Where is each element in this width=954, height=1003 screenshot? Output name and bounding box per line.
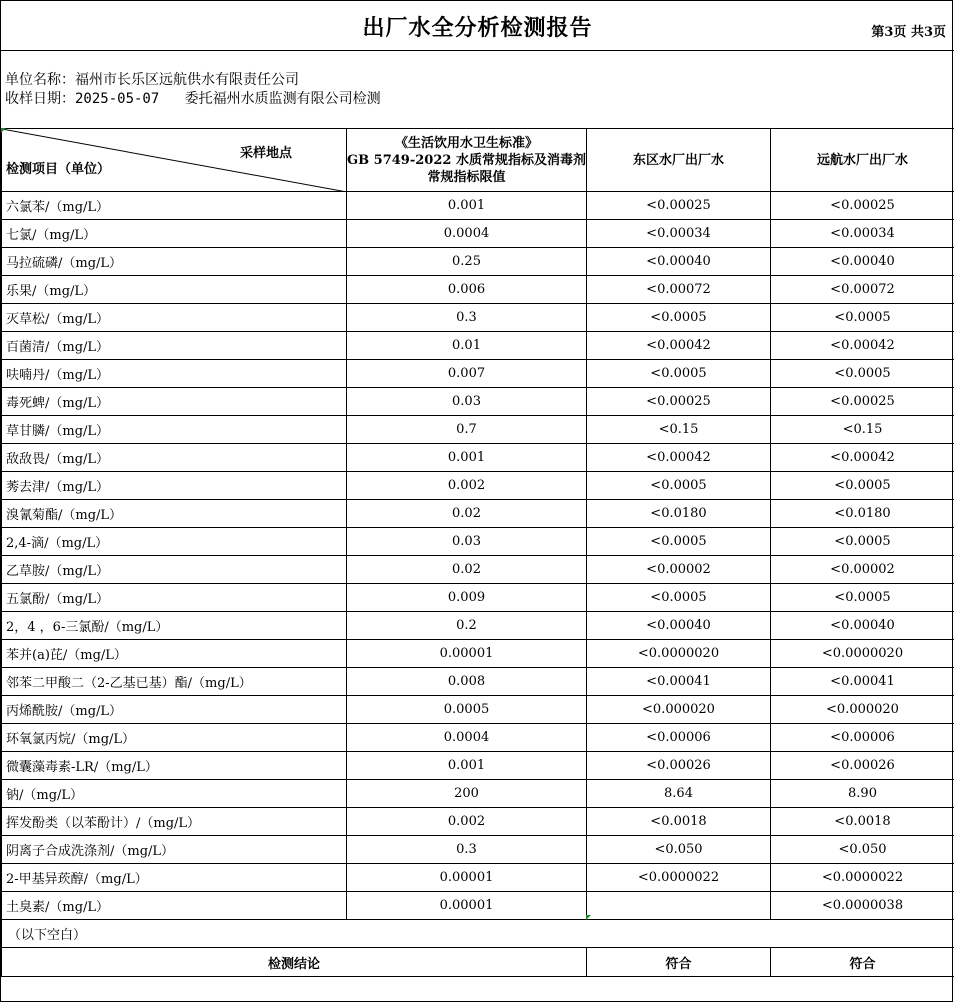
test-item-name: 乙草胺/（mg/L） <box>2 556 347 584</box>
standard-limit-value: 0.002 <box>347 472 587 500</box>
conclusion-row <box>2 948 954 977</box>
standard-code: GB 5749-2022 水质常规指标及消毒剂 <box>347 152 586 168</box>
yuanhang-plant-value: <0.00042 <box>771 332 954 360</box>
yuanhang-plant-conclusion: 符合 <box>771 948 954 977</box>
east-plant-value: <0.0005 <box>587 304 771 332</box>
east-plant-value: <0.00025 <box>587 192 771 220</box>
test-item-name: 七氯/（mg/L） <box>2 220 347 248</box>
table-row <box>2 556 954 584</box>
table-row <box>2 640 954 668</box>
test-item-label: 检测项目（单位） <box>6 162 111 177</box>
east-plant-value: <0.00042 <box>587 332 771 360</box>
standard-limit-value: 0.00001 <box>347 864 587 892</box>
standard-limit-value: 0.7 <box>347 416 587 444</box>
east-plant-value: <0.00040 <box>587 612 771 640</box>
test-item-name: 2，4 ，6-三氯酚/（mg/L） <box>2 612 347 640</box>
standard-limit-value: 0.008 <box>347 668 587 696</box>
yuanhang-plant-value: <0.0000020 <box>771 640 954 668</box>
yuanhang-plant-value: <0.000020 <box>771 696 954 724</box>
diagonal-header-cell <box>2 129 347 192</box>
standard-limit-value: 0.2 <box>347 612 587 640</box>
east-plant-value: <0.0000020 <box>587 640 771 668</box>
test-item-name: 溴氰菊酯/（mg/L） <box>2 500 347 528</box>
yuanhang-plant-value: <0.00040 <box>771 612 954 640</box>
test-item-name: 毒死蜱/（mg/L） <box>2 388 347 416</box>
table-row <box>2 472 954 500</box>
table-row <box>2 724 954 752</box>
table-row <box>2 892 954 920</box>
report-title: 出厂水全分析检测报告 <box>362 15 593 41</box>
yuanhang-plant-value: <0.0005 <box>771 584 954 612</box>
standard-limit-value: 200 <box>347 780 587 808</box>
standard-limit-header <box>347 129 587 192</box>
east-plant-value: <0.000020 <box>587 696 771 724</box>
yuanhang-plant-value: <0.00025 <box>771 388 954 416</box>
conclusion-label: 检测结论 <box>2 948 587 977</box>
test-item-name: 2-甲基异莰醇/（mg/L） <box>2 864 347 892</box>
standard-limit-value: 0.001 <box>347 752 587 780</box>
table-row <box>2 332 954 360</box>
report-info <box>5 71 381 109</box>
test-item-name: 阴离子合成洗涤剂/（mg/L） <box>2 836 347 864</box>
standard-limit-value: 0.009 <box>347 584 587 612</box>
standard-limit-value: 0.03 <box>347 528 587 556</box>
standard-limit-value: 0.0004 <box>347 724 587 752</box>
test-item-name: 草甘膦/（mg/L） <box>2 416 347 444</box>
test-item-name: 土臭素/（mg/L） <box>2 892 347 920</box>
yuanhang-plant-value: <0.00040 <box>771 248 954 276</box>
east-plant-value: <0.00026 <box>587 752 771 780</box>
blank-note: （以下空白） <box>2 920 954 948</box>
table-row <box>2 864 954 892</box>
table-row <box>2 528 954 556</box>
standard-limit-value: 0.00001 <box>347 640 587 668</box>
standard-limit-value: 0.02 <box>347 556 587 584</box>
test-item-name: 百菌清/（mg/L） <box>2 332 347 360</box>
yuanhang-plant-value: <0.0005 <box>771 472 954 500</box>
east-plant-value: <0.0000022 <box>587 864 771 892</box>
yuanhang-plant-value: <0.0180 <box>771 500 954 528</box>
yuanhang-plant-value: <0.0018 <box>771 808 954 836</box>
yuanhang-plant-value: <0.00034 <box>771 220 954 248</box>
standard-limit-value: 0.0005 <box>347 696 587 724</box>
test-item-name: 马拉硫磷/（mg/L） <box>2 248 347 276</box>
test-item-name: 乐果/（mg/L） <box>2 276 347 304</box>
east-plant-value: <0.0005 <box>587 528 771 556</box>
table-row <box>2 360 954 388</box>
east-plant-value: 8.64 <box>587 780 771 808</box>
blank-note-row <box>2 920 954 948</box>
standard-limit-value: 0.3 <box>347 304 587 332</box>
test-item-name: 莠去津/（mg/L） <box>2 472 347 500</box>
table-row <box>2 192 954 220</box>
standard-limit-label: 常规指标限值 <box>427 169 506 185</box>
east-plant-value: <0.00034 <box>587 220 771 248</box>
results-table <box>1 128 954 977</box>
yuanhang-plant-header: 远航水厂出厂水 <box>771 129 954 192</box>
east-plant-header: 东区水厂出厂水 <box>587 129 771 192</box>
test-item-name: 苯并(a)芘/（mg/L） <box>2 640 347 668</box>
test-item-name: 环氧氯丙烷/（mg/L） <box>2 724 347 752</box>
receipt-date-line: 收样日期：2025-05-07 委托福州水质监测有限公司检测 <box>5 91 381 107</box>
table-row <box>2 388 954 416</box>
table-row <box>2 304 954 332</box>
test-item-name: 丙烯酰胺/（mg/L） <box>2 696 347 724</box>
test-item-name: 呋喃丹/（mg/L） <box>2 360 347 388</box>
east-plant-value: <0.0180 <box>587 500 771 528</box>
standard-limit-value: 0.00001 <box>347 892 587 920</box>
east-plant-value: <0.00041 <box>587 668 771 696</box>
table-header-row <box>2 129 954 192</box>
yuanhang-plant-value: <0.00072 <box>771 276 954 304</box>
east-plant-value: <0.00006 <box>587 724 771 752</box>
yuanhang-plant-value: <0.0005 <box>771 360 954 388</box>
test-item-name: 邻苯二甲酸二（2-乙基已基）酯/（mg/L） <box>2 668 347 696</box>
test-item-name: 2,4-滴/（mg/L） <box>2 528 347 556</box>
table-row <box>2 500 954 528</box>
standard-limit-value: 0.02 <box>347 500 587 528</box>
test-item-name: 钠/（mg/L） <box>2 780 347 808</box>
standard-limit-value: 0.007 <box>347 360 587 388</box>
cell-comment-marker <box>1 128 6 133</box>
standard-limit-value: 0.006 <box>347 276 587 304</box>
yuanhang-plant-value: <0.0000022 <box>771 864 954 892</box>
table-row <box>2 808 954 836</box>
table-row <box>2 444 954 472</box>
east-plant-value <box>587 892 771 920</box>
test-item-name: 敌敌畏/（mg/L） <box>2 444 347 472</box>
east-plant-value: <0.0018 <box>587 808 771 836</box>
east-plant-conclusion: 符合 <box>587 948 771 977</box>
yuanhang-plant-value: <0.0005 <box>771 304 954 332</box>
table-row <box>2 248 954 276</box>
yuanhang-plant-value: <0.15 <box>771 416 954 444</box>
yuanhang-plant-value: <0.00026 <box>771 752 954 780</box>
standard-limit-value: 0.001 <box>347 444 587 472</box>
sampling-site-label: 采样地点 <box>239 146 292 161</box>
east-plant-value: <0.0005 <box>587 360 771 388</box>
table-row <box>2 836 954 864</box>
test-item-name: 六氯苯/（mg/L） <box>2 192 347 220</box>
table-row <box>2 220 954 248</box>
yuanhang-plant-value: <0.00025 <box>771 192 954 220</box>
east-plant-value: <0.00025 <box>587 388 771 416</box>
standard-limit-value: 0.01 <box>347 332 587 360</box>
yuanhang-plant-value: <0.0005 <box>771 528 954 556</box>
table-row <box>2 696 954 724</box>
standard-limit-value: 0.03 <box>347 388 587 416</box>
east-plant-value: <0.050 <box>587 836 771 864</box>
yuanhang-plant-value: <0.00042 <box>771 444 954 472</box>
yuanhang-plant-value: <0.0000038 <box>771 892 954 920</box>
test-item-name: 微囊藻毒素-LR/（mg/L） <box>2 752 347 780</box>
east-plant-value: <0.00072 <box>587 276 771 304</box>
test-item-name: 灭草松/（mg/L） <box>2 304 347 332</box>
unit-name-line: 单位名称：福州市长乐区远航供水有限责任公司 <box>5 72 299 88</box>
east-plant-value: <0.0005 <box>587 584 771 612</box>
standard-limit-value: 0.25 <box>347 248 587 276</box>
test-item-name: 挥发酚类（以苯酚计）/（mg/L） <box>2 808 347 836</box>
standard-limit-value: 0.3 <box>347 836 587 864</box>
cell-comment-marker <box>586 915 591 920</box>
standard-limit-value: 0.001 <box>347 192 587 220</box>
east-plant-value: <0.15 <box>587 416 771 444</box>
table-row <box>2 612 954 640</box>
table-row <box>2 416 954 444</box>
standard-limit-value: 0.0004 <box>347 220 587 248</box>
yuanhang-plant-value: 8.90 <box>771 780 954 808</box>
test-item-name: 五氯酚/（mg/L） <box>2 584 347 612</box>
table-row <box>2 584 954 612</box>
yuanhang-plant-value: <0.00041 <box>771 668 954 696</box>
yuanhang-plant-value: <0.050 <box>771 836 954 864</box>
yuanhang-plant-value: <0.00002 <box>771 556 954 584</box>
east-plant-value: <0.0005 <box>587 472 771 500</box>
table-row <box>2 780 954 808</box>
east-plant-value: <0.00040 <box>587 248 771 276</box>
standard-name: 《生活饮用水卫生标准》 <box>394 135 538 151</box>
table-row <box>2 668 954 696</box>
standard-limit-value: 0.002 <box>347 808 587 836</box>
yuanhang-plant-value: <0.00006 <box>771 724 954 752</box>
table-row <box>2 276 954 304</box>
east-plant-value: <0.00042 <box>587 444 771 472</box>
title-row <box>1 1 954 51</box>
table-row <box>2 752 954 780</box>
east-plant-value: <0.00002 <box>587 556 771 584</box>
page-indicator: 第3页 共3页 <box>871 25 946 40</box>
